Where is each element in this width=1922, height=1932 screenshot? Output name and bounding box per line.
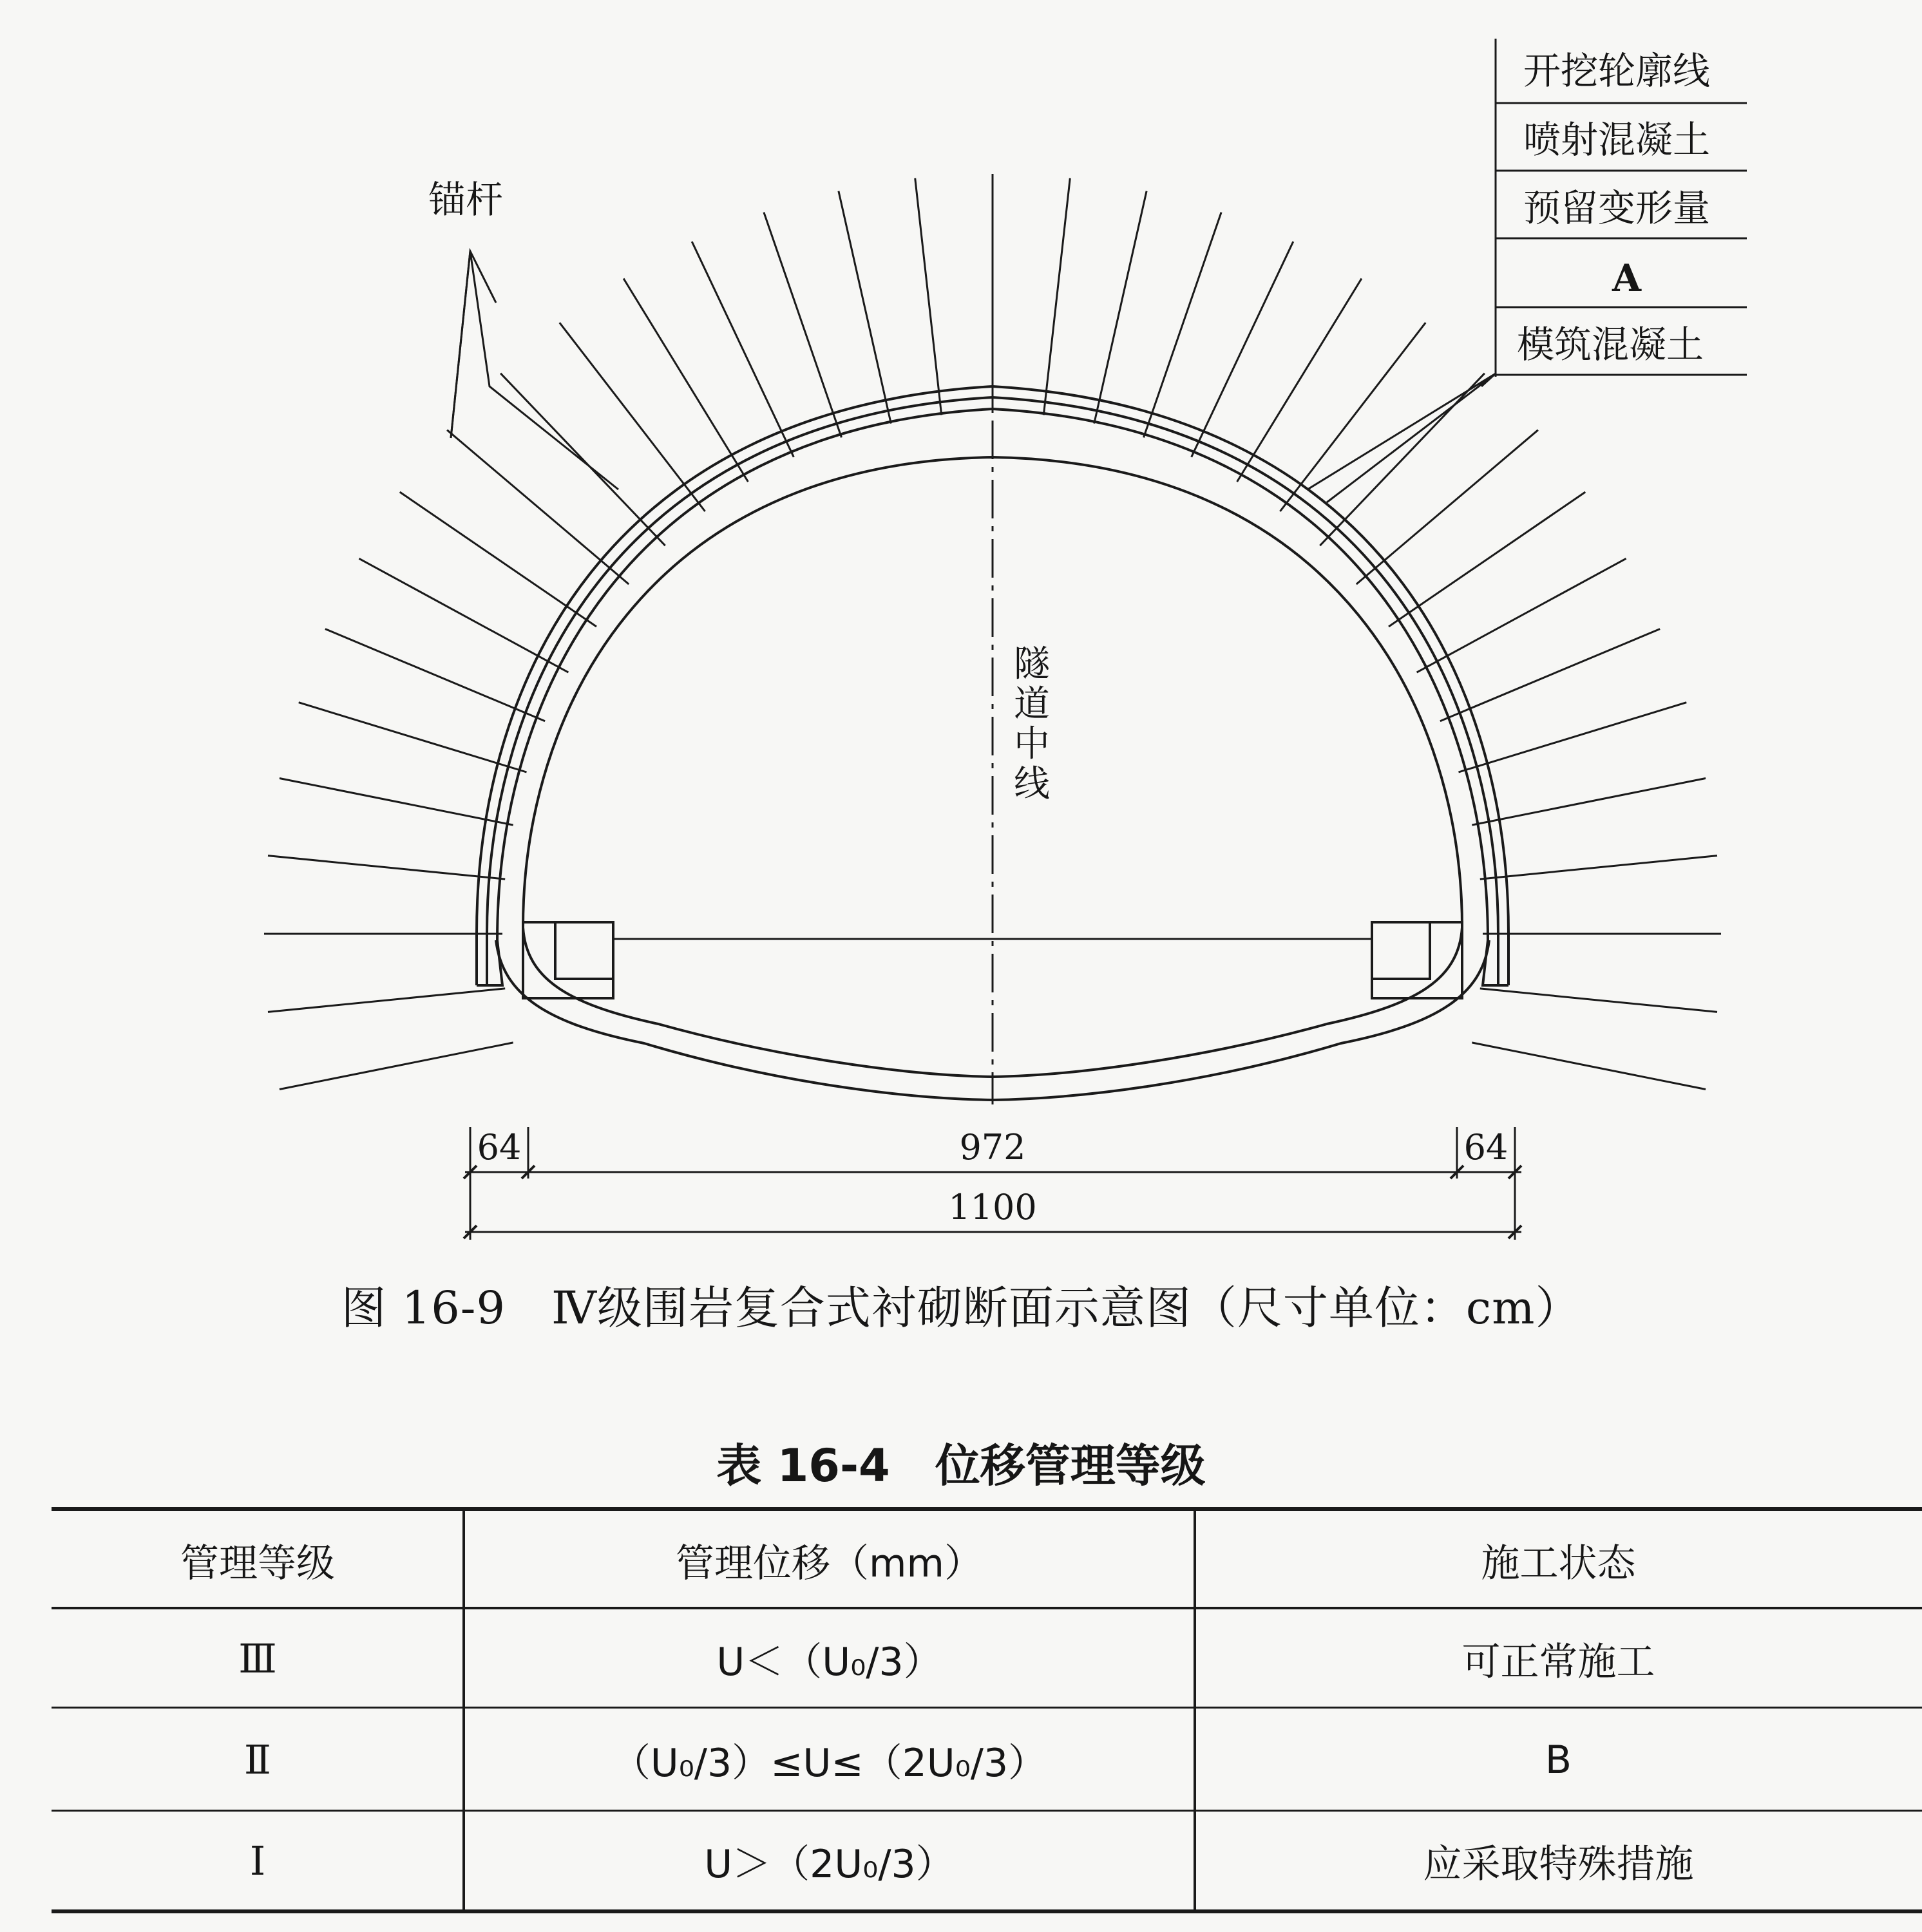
table-row xyxy=(52,1609,1922,1709)
rock-bolt xyxy=(839,191,891,424)
rock-bolt xyxy=(280,1043,513,1090)
centerline-char: 中 xyxy=(1014,723,1050,765)
rock-bolt xyxy=(268,856,505,880)
cell-grade: Ⅲ xyxy=(238,1635,277,1682)
rock-bolt xyxy=(560,323,705,511)
bolt-label: 锚杆 xyxy=(428,178,504,222)
right-footing xyxy=(1372,922,1462,998)
rock-bolt xyxy=(1094,191,1147,424)
cell-displacement: U＜（U₀/3） xyxy=(716,1639,942,1685)
rock-bolt xyxy=(299,703,527,772)
legend-item: A xyxy=(1612,256,1642,300)
rock-bolt xyxy=(1043,178,1070,415)
right-foot-step xyxy=(1483,940,1508,985)
table-header-row xyxy=(52,1510,1922,1610)
dim-left: 64 xyxy=(477,1127,522,1168)
rock-bolt xyxy=(1472,779,1706,826)
cell-displacement: U＞（2U₀/3） xyxy=(704,1841,955,1887)
header-displacement: 管理位移（mm） xyxy=(676,1540,983,1586)
centerline-char: 线 xyxy=(1014,763,1050,805)
right-footing-inner xyxy=(1372,922,1430,979)
left-footing xyxy=(523,922,613,998)
dim-right: 64 xyxy=(1463,1127,1508,1168)
rock-bolt xyxy=(1472,1043,1706,1090)
header-status: 施工状态 xyxy=(1481,1540,1636,1586)
rock-bolt xyxy=(1459,703,1687,772)
table-row xyxy=(52,1710,1922,1810)
rock-bolt xyxy=(1480,856,1717,880)
cell-displacement: （U₀/3）≤U≤（2U₀/3） xyxy=(611,1740,1047,1786)
table-title: 表 16-4 位移管理等级 xyxy=(716,1439,1206,1492)
cell-status: 应采取特殊措施 xyxy=(1423,1841,1694,1887)
left-footing-inner xyxy=(555,922,613,979)
dim-middle: 972 xyxy=(959,1127,1026,1168)
left-foot-step xyxy=(477,940,502,985)
rock-bolt xyxy=(268,989,505,1012)
legend-item: 预留变形量 xyxy=(1523,186,1711,230)
rock-bolt xyxy=(915,178,942,415)
dim-total: 1100 xyxy=(948,1187,1037,1227)
header-grade: 管理等级 xyxy=(180,1540,335,1586)
legend-item: 喷射混凝土 xyxy=(1523,118,1711,162)
rock-bolt xyxy=(1144,213,1222,438)
rock-bolt xyxy=(692,242,794,457)
rock-bolt xyxy=(764,213,842,438)
cell-grade: Ⅰ xyxy=(249,1837,266,1884)
cell-status: 可正常施工 xyxy=(1461,1639,1655,1685)
centerline-char: 隧 xyxy=(1014,643,1050,685)
figure-caption: 图 16-9 Ⅳ级围岩复合式衬砌断面示意图（尺寸单位：cm） xyxy=(341,1282,1581,1334)
centerline-char: 道 xyxy=(1014,683,1050,725)
table-row xyxy=(52,1811,1922,1911)
rock-bolt xyxy=(1192,242,1293,457)
rock-bolt xyxy=(280,779,513,826)
cell-grade: Ⅱ xyxy=(243,1736,272,1783)
rock-bolt xyxy=(1237,279,1362,482)
legend-item: 开挖轮廓线 xyxy=(1523,49,1711,93)
rock-bolt xyxy=(623,279,748,482)
cell-status: B xyxy=(1545,1737,1572,1783)
rock-bolt xyxy=(1480,989,1717,1012)
legend-item: 模筑混凝土 xyxy=(1517,323,1704,366)
